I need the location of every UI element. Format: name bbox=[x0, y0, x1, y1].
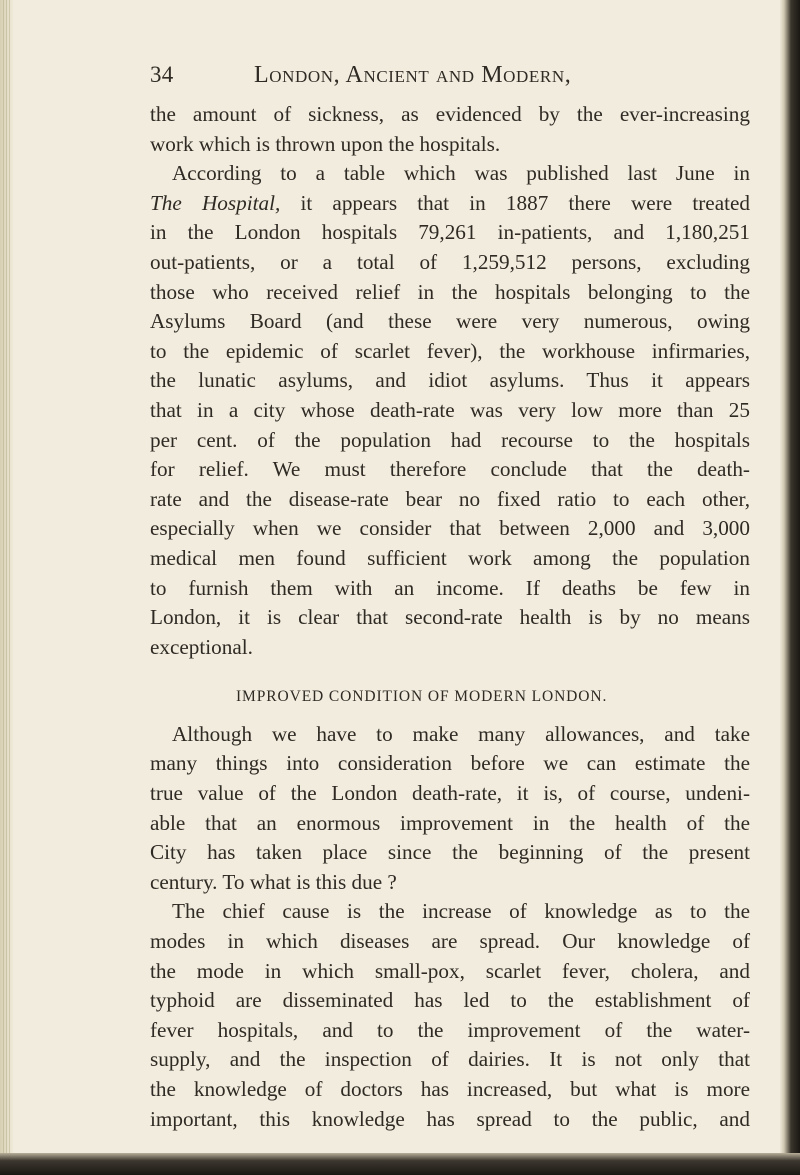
text-line: exceptional. bbox=[150, 634, 253, 659]
text-line: those who received relief in the hospitals belonging to the bbox=[150, 279, 750, 304]
text-line bbox=[150, 189, 750, 219]
bottom-page-edge bbox=[0, 1153, 800, 1175]
text-line: able that an enormous improvement in the health of the bbox=[150, 810, 750, 835]
page-header bbox=[150, 52, 750, 100]
text-line: fever hospitals, and to the improvement of the water- bbox=[150, 1017, 750, 1042]
text-line: rate and the disease-rate bear no fixed ratio to each other, bbox=[150, 486, 750, 511]
text-line: City has taken place since the beginning of the present bbox=[150, 840, 750, 865]
text-fragment: it appears that in 1887 there were treated bbox=[280, 190, 750, 215]
text-line: The chief cause is the increase of knowledge as to the bbox=[172, 899, 750, 924]
text-line: important, this knowledge has spread to the public, and bbox=[150, 1106, 750, 1131]
text-line: supply, and the inspection of dairies. It is not only that bbox=[150, 1047, 750, 1072]
page-number: 34 bbox=[150, 62, 174, 87]
text-line: that in a city whose death-rate was very low more than 25 bbox=[150, 397, 750, 422]
text-line: the lunatic asylums, and idiot asylums. Thus it appears bbox=[150, 368, 750, 393]
text-line: per cent. of the population had recourse to the hospitals bbox=[150, 427, 750, 452]
body-text bbox=[150, 100, 750, 1134]
text-line: Asylums Board (and these were very numerous, owing bbox=[150, 309, 750, 334]
journal-title: The Hospital, bbox=[150, 190, 281, 215]
text-line: true value of the London death-rate, it is, of course, undeni- bbox=[150, 781, 750, 806]
text-line: London, it is clear that second-rate health is by no means bbox=[150, 605, 750, 630]
text-line: According to a table which was published last June in bbox=[172, 161, 750, 186]
text-line: work which is thrown upon the hospitals. bbox=[150, 131, 501, 156]
text-line: in the London hospitals 79,261 in-patients, and 1,180,251 bbox=[150, 220, 750, 245]
text-line: the knowledge of doctors has increased, but what is more bbox=[150, 1077, 750, 1101]
binding-gutter-lines bbox=[3, 0, 11, 1175]
text-line: to the epidemic of scarlet fever), the workhouse infirmaries, bbox=[150, 338, 750, 363]
text-line: medical men found sufficient work among the population bbox=[150, 545, 750, 570]
text-line: typhoid are disseminated has led to the establishment of bbox=[150, 988, 750, 1013]
text-line: especially when we consider that between 2,000 and 3,000 bbox=[150, 516, 750, 541]
text-line: Although we have to make many allowances, and take bbox=[172, 721, 750, 746]
text-line: modes in which diseases are spread. Our knowledge of bbox=[150, 929, 750, 954]
text-line: for relief. We must therefore conclude that the death- bbox=[150, 457, 750, 482]
text-line: out-patients, or a total of 1,259,512 persons, excluding bbox=[150, 249, 750, 274]
text-line: many things into consideration before we can estimate the bbox=[150, 751, 750, 776]
book-page bbox=[150, 52, 750, 1134]
text-line: the amount of sickness, as evidenced by the ever-increasing bbox=[150, 102, 750, 126]
section-heading: IMPROVED CONDITION OF MODERN LONDON. bbox=[236, 688, 608, 706]
text-line: century. To what is this due ? bbox=[150, 869, 397, 894]
running-title: London, Ancient and Modern, bbox=[254, 62, 572, 88]
text-line: to furnish them with an income. If deaths be few in bbox=[150, 575, 750, 600]
text-line: the mode in which small-pox, scarlet fever, cholera, and bbox=[150, 958, 750, 983]
right-page-edge bbox=[780, 0, 800, 1175]
